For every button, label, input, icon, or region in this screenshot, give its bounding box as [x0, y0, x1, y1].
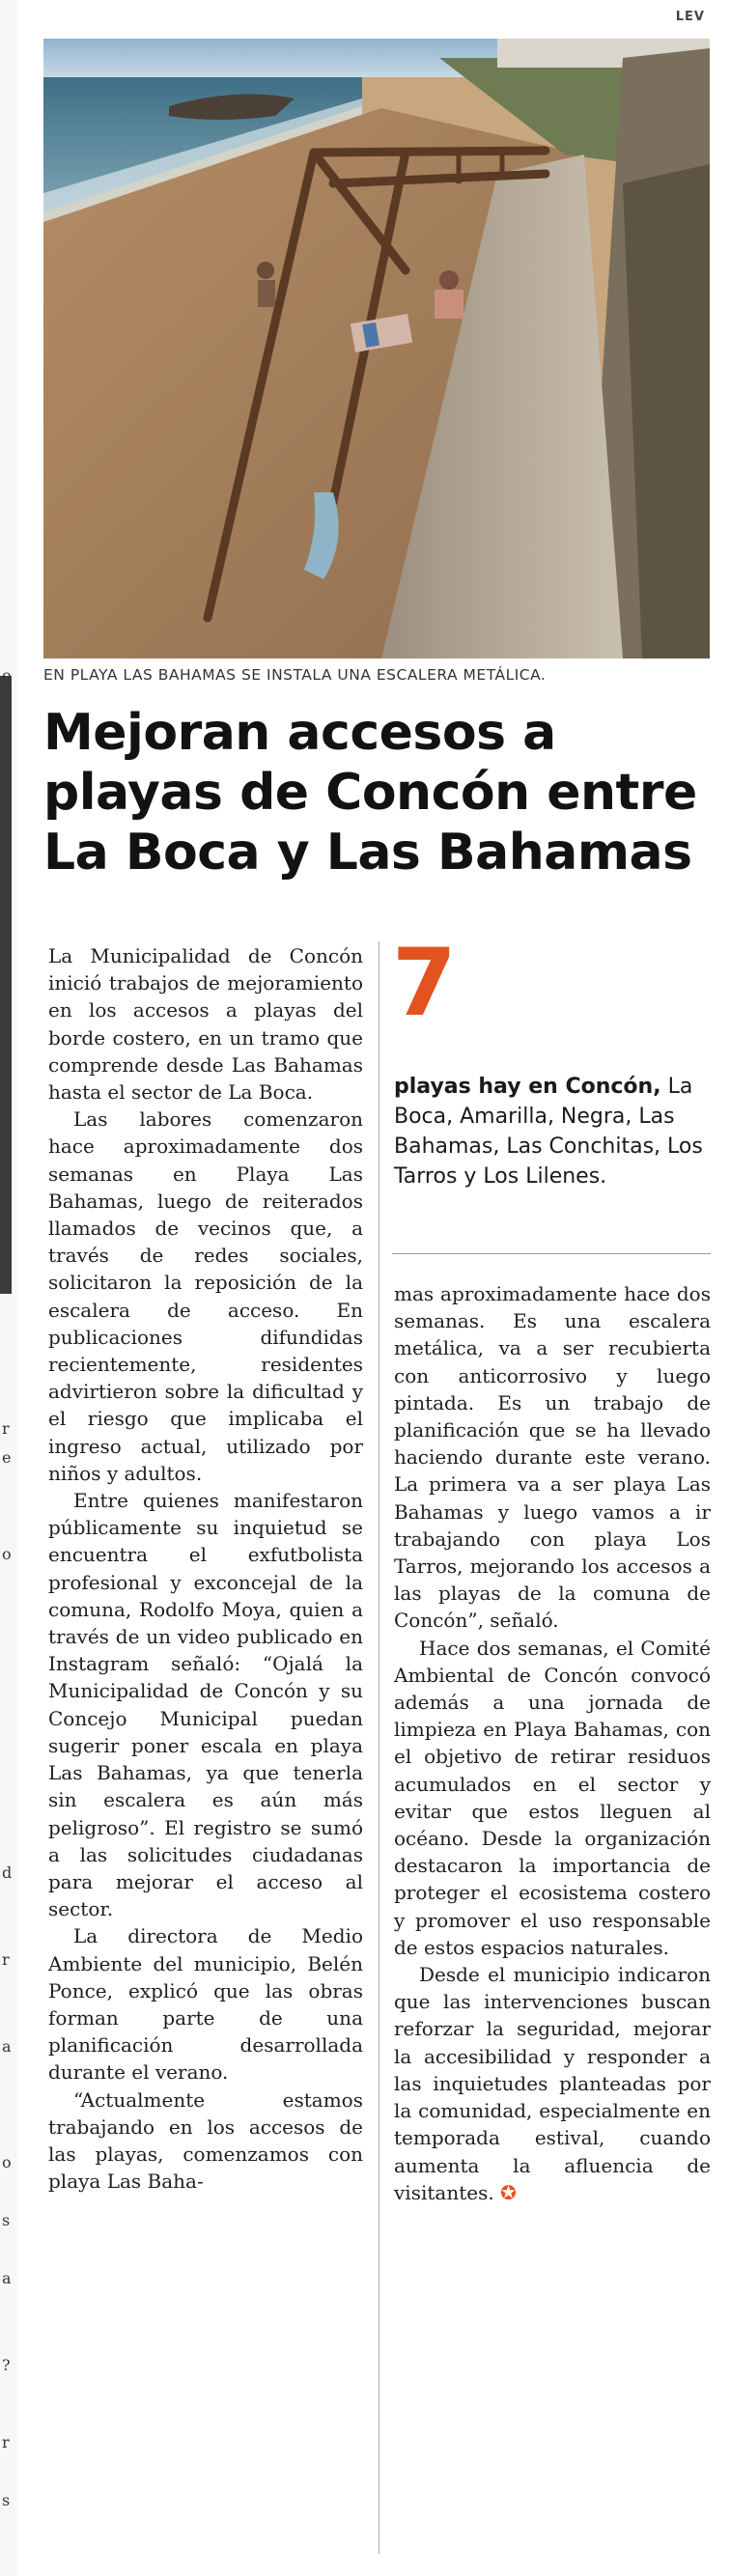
stat-rest: La Boca, Amarilla, Negra, Las Bahamas, Las Conchitas, Los Tarros y Los Lilenes.	[394, 1075, 703, 1189]
body-paragraph: La Municipalidad de Concón inició trabajos de mejoramiento en los accesos a playas del borde costero, en un tramo que comprende desde Las Bahamas hasta el sector de La Boca.	[48, 944, 363, 1105]
edge-fragment: o	[2, 1545, 12, 1563]
section-tag: LEV	[675, 10, 705, 24]
body-paragraph: “Actualmente estamos trabajando en los accesos de las playas, comenzamos con playa Las Baha-	[48, 2087, 363, 2194]
headline	[43, 703, 719, 882]
edge-fragment: r	[2, 1419, 10, 1438]
stat-lead: playas hay en Concón,	[394, 1075, 661, 1099]
body-column-left	[48, 942, 363, 2195]
body-paragraph: Entre quienes manifestaron públicamente su inquietud se encuentra el exfutbolista profesional y exconcejal de la comuna, Rodolfo Moya, quien a través de un video publicado en Instagram señaló: “Ojalá la Municipalidad de Concón y su Concejo Municipal puedan sugerir poner escala en playa Las Bahamas, ya que tenerla sin escalera es aún más peligroso”. El registro se sumó a las solicitudes ciudadanas para mejorar el acceso al sector.	[48, 1489, 363, 1921]
stat-number: 7	[392, 929, 457, 1037]
body-paragraph: Hace dos semanas, el Comité Ambiental de Concón convocó además a una jornada de limpieza en Playa Bahamas, con el objetivo de retirar residuos acumulados en el sector y evitar que estos lleguen al océano. Desde la organización destacaron la importancia de proteger el ecosistema costero y promover el uso responsable de estos espacios naturales.	[394, 1636, 711, 1959]
edge-fragment: o	[2, 666, 12, 685]
body-paragraph	[394, 1961, 711, 2206]
adjacent-photo-fragment	[0, 676, 12, 1294]
beach-stairs-photo	[43, 39, 710, 658]
edge-fragment: d	[2, 1863, 13, 1882]
body-column-right	[394, 1280, 711, 2206]
body-paragraph: Las labores comenzaron hace aproximadamente dos semanas en Playa Las Bahamas, luego de reiterados llamados de vecinos que, a través de redes sociales, solicitaron la reposición de la escalera de acceso. En publicaciones difundidas recientemente, residentes advirtieron sobre la dificultad y el riesgo que implicaba el ingreso actual, utilizado por niños y adultos.	[48, 1107, 363, 1485]
edge-fragment: s	[2, 2211, 11, 2229]
edge-fragment: a	[2, 2269, 12, 2287]
body-paragraph: La directora de Medio Ambiente del municipio, Belén Ponce, explicó que las obras forman parte de una planificación desarrollada durante el verano.	[48, 1924, 363, 2085]
edge-fragment: o	[2, 2153, 12, 2171]
stat-divider	[392, 1253, 711, 1254]
adjacent-page-edge	[0, 0, 17, 2576]
headline-line: playas de Concón entre	[43, 764, 697, 822]
headline-line: La Boca y Las Bahamas	[43, 824, 692, 882]
end-mark-icon: ✪	[500, 2180, 517, 2204]
stat-text	[394, 1072, 711, 1191]
photo-caption: EN PLAYA LAS BAHAMAS SE INSTALA UNA ESCALERA METÁLICA.	[43, 666, 547, 684]
edge-fragment: r	[2, 2433, 10, 2451]
edge-fragment: ?	[2, 2356, 11, 2374]
edge-fragment: a	[2, 2037, 12, 2056]
headline-line: Mejoran accesos a	[43, 704, 556, 762]
edge-fragment: s	[2, 2491, 11, 2509]
edge-fragment: r	[2, 1950, 10, 1969]
body-paragraph-text: Desde el municipio indicaron que las intervenciones buscan reforzar la seguridad, mejorar la accesibilidad y responder a las inquietudes planteadas por la comunidad, especialmente en temporada estival, cuando aumenta la afluencia de visitantes.	[394, 1963, 711, 2204]
edge-fragment: e	[2, 1448, 12, 1467]
body-paragraph: mas aproximadamente hace dos semanas. Es una escalera metálica, va a ser recubierta con anticorrosivo y luego pintada. Es un trabajo de planificación que se ha llevado haciendo durante este verano. La primera va a ser playa Las Bahamas y luego vamos a ir trabajando con playa Los Tarros, mejorando los accesos a las playas de la comuna de Concón”, señaló.	[394, 1282, 711, 1633]
